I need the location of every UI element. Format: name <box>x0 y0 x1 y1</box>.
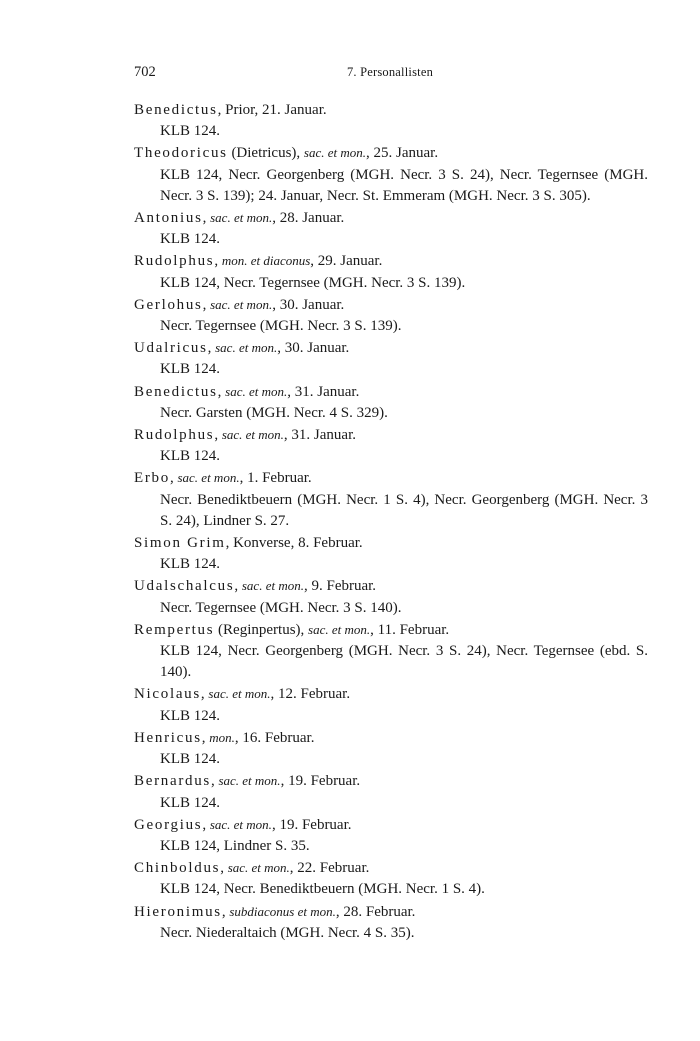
entry-separator: , <box>217 383 226 400</box>
entry-date: , 1. Februar. <box>239 470 312 487</box>
running-title: 7. Personallisten <box>346 65 434 79</box>
list-item <box>134 814 648 857</box>
entry-role: sac. et mon. <box>241 578 304 594</box>
entry-sources: KLB 124. <box>160 556 220 573</box>
entry-sources: Necr. Tegernsee (MGH. Necr. 3 S. 139). <box>160 318 402 335</box>
entry-heading <box>134 294 648 316</box>
entry-date: Prior, 21. Januar. <box>225 102 327 118</box>
page-number: 702 <box>134 64 156 80</box>
entry-role: sac. et mon. <box>225 383 288 399</box>
list-item <box>134 532 648 575</box>
list-item <box>134 575 648 618</box>
entry-role: sac. et mon. <box>221 427 284 443</box>
entry-separator: , <box>225 535 234 552</box>
entry-sources: KLB 124. <box>160 231 220 248</box>
list-item <box>134 683 648 726</box>
entry-heading <box>134 619 648 641</box>
entry-name: Antonius <box>134 210 203 227</box>
entry-role: mon. <box>209 729 235 745</box>
entry-sources: KLB 124. <box>160 123 220 140</box>
entry-name: Erbo <box>134 470 170 487</box>
entry-role: mon. et diaconus <box>221 253 311 269</box>
list-item <box>134 207 648 250</box>
entry-heading <box>134 337 648 359</box>
entry-role: sac. et mon. <box>215 340 278 356</box>
entry-separator: , <box>201 729 210 746</box>
entry-date: , 16. Februar. <box>234 729 315 746</box>
entry-date: , 12. Februar. <box>270 686 351 703</box>
entry-name: Benedictus <box>134 383 218 400</box>
entry-heading <box>134 770 648 792</box>
entry-separator: , <box>234 578 242 595</box>
entry-separator: , <box>210 773 219 790</box>
entry-heading <box>134 683 648 705</box>
entry-separator: , <box>202 210 211 227</box>
entry-name: Bernardus <box>134 773 211 790</box>
entry-date: Konverse, 8. Februar. <box>233 535 363 552</box>
entry-separator: , <box>220 860 228 877</box>
entry-name: Chinboldus <box>134 860 221 877</box>
entry-name: Rudolphus <box>134 427 215 444</box>
entry-heading <box>134 142 648 164</box>
entry-sources: KLB 124, Necr. Georgenberg (MGH. Necr. 3 S. 24), Necr. Tegernsee (MGH. Necr. 3 S. 139); 24. Januar, Necr. St. Emmeram (MGH. Necr. 3 S. 305). <box>160 166 648 204</box>
entry-separator: (Reginpertus), <box>214 621 309 638</box>
entry-date: , 11. Februar. <box>370 621 450 638</box>
entry-name: Henricus <box>134 729 202 746</box>
list-item <box>134 99 648 142</box>
entry-separator: , <box>200 686 209 703</box>
entry-separator: , <box>202 296 211 313</box>
entry-separator: , <box>169 470 178 487</box>
entry-heading <box>134 575 648 597</box>
entry-role: sac. et mon. <box>210 210 273 226</box>
entry-sources: Necr. Benediktbeuern (MGH. Necr. 1 S. 4), Necr. Georgenberg (MGH. Necr. 3 S. 24), Lindner S. 27. <box>160 491 648 529</box>
entry-date: , 19. Februar. <box>280 773 361 790</box>
entry-sources: KLB 124, Necr. Georgenberg (MGH. Necr. 3 S. 24), Necr. Tegernsee (ebd. S. 140). <box>160 643 648 681</box>
list-item <box>134 381 648 424</box>
entry-date: , 22. Februar. <box>289 860 370 877</box>
entry-date: , 30. Januar. <box>277 340 350 357</box>
entry-name: Benedictus <box>134 102 218 118</box>
personnel-list <box>134 99 648 944</box>
entry-sources: KLB 124. <box>160 707 220 724</box>
entry-heading <box>134 207 648 229</box>
entry-role: sac. et mon. <box>308 621 371 637</box>
entry-heading <box>134 381 648 403</box>
entry-role: sac. et mon. <box>303 145 367 161</box>
entry-sources: KLB 124. <box>160 794 220 811</box>
entry-date: , 9. Februar. <box>303 578 377 595</box>
entry-sources: Necr. Garsten (MGH. Necr. 4 S. 329). <box>160 404 388 421</box>
entry-role: sac. et mon. <box>208 686 271 702</box>
entry-sources: KLB 124. <box>160 751 220 768</box>
entry-heading <box>134 857 648 879</box>
list-item <box>134 424 648 467</box>
entry-name: Rempertus <box>134 621 215 638</box>
entry-date: , 31. Januar. <box>283 427 356 444</box>
list-item <box>134 857 648 900</box>
entry-separator: (Dietricus), <box>227 145 304 162</box>
entry-heading <box>134 532 648 554</box>
entry-role: sac. et mon. <box>210 296 273 312</box>
list-item <box>134 250 648 293</box>
entry-separator: , <box>221 903 230 920</box>
entry-date: , 19. Februar. <box>271 816 352 833</box>
entry-sources: KLB 124. <box>160 448 220 465</box>
list-item <box>134 770 648 813</box>
list-item <box>134 294 648 337</box>
entry-name: Simon Grim <box>134 535 226 552</box>
entry-date: , 31. Januar. <box>287 383 360 400</box>
entry-sources: Necr. Niederaltaich (MGH. Necr. 4 S. 35). <box>160 924 415 941</box>
entry-separator: , <box>217 102 226 118</box>
entry-heading <box>134 814 648 836</box>
entry-name: Udalricus <box>134 340 208 357</box>
entry-name: Theodoricus <box>134 145 228 162</box>
entry-sources: KLB 124, Necr. Benediktbeuern (MGH. Necr. 1 S. 4). <box>160 881 485 898</box>
entry-name: Nicolaus <box>134 686 201 703</box>
list-item <box>134 619 648 684</box>
page-footer <box>0 1001 700 1041</box>
entry-name: Udalschalcus <box>134 578 235 595</box>
list-item <box>134 467 648 532</box>
entry-name: Hieronimus <box>134 903 222 920</box>
entry-separator: , <box>214 427 222 444</box>
entry-heading <box>134 99 648 121</box>
entry-sources: KLB 124, Necr. Tegernsee (MGH. Necr. 3 S. 139). <box>160 274 466 291</box>
entry-sources: KLB 124. <box>160 361 220 378</box>
entry-heading <box>134 424 648 446</box>
entry-separator: , <box>202 816 210 833</box>
entry-heading <box>134 901 648 923</box>
list-item <box>134 337 648 380</box>
entry-name: Rudolphus <box>134 253 215 270</box>
entry-role: sac. et mon. <box>218 773 281 789</box>
entry-date: , 29. Januar. <box>310 253 383 270</box>
entry-separator: , <box>207 340 216 357</box>
entry-heading <box>134 250 648 272</box>
entry-name: Gerlohus <box>134 296 203 313</box>
entry-name: Georgius <box>134 816 203 833</box>
entry-date: , 28. Januar. <box>272 210 345 227</box>
entry-role: subdiaconus et mon. <box>229 903 336 919</box>
entry-date: , 25. Januar. <box>366 145 439 162</box>
entry-sources: KLB 124, Lindner S. 35. <box>160 837 310 854</box>
running-head <box>134 64 646 82</box>
entry-separator: , <box>214 253 222 270</box>
entry-role: sac. et mon. <box>209 816 272 832</box>
entry-date: , 30. Januar. <box>272 296 345 313</box>
list-item <box>134 142 648 207</box>
entry-sources: Necr. Tegernsee (MGH. Necr. 3 S. 140). <box>160 599 402 616</box>
entry-heading <box>134 727 648 749</box>
entry-role: sac. et mon. <box>227 860 290 876</box>
entry-role: sac. et mon. <box>177 470 240 486</box>
list-item <box>134 727 648 770</box>
entry-heading <box>134 467 648 489</box>
list-item <box>134 901 648 944</box>
entry-date: , 28. Februar. <box>335 903 416 920</box>
